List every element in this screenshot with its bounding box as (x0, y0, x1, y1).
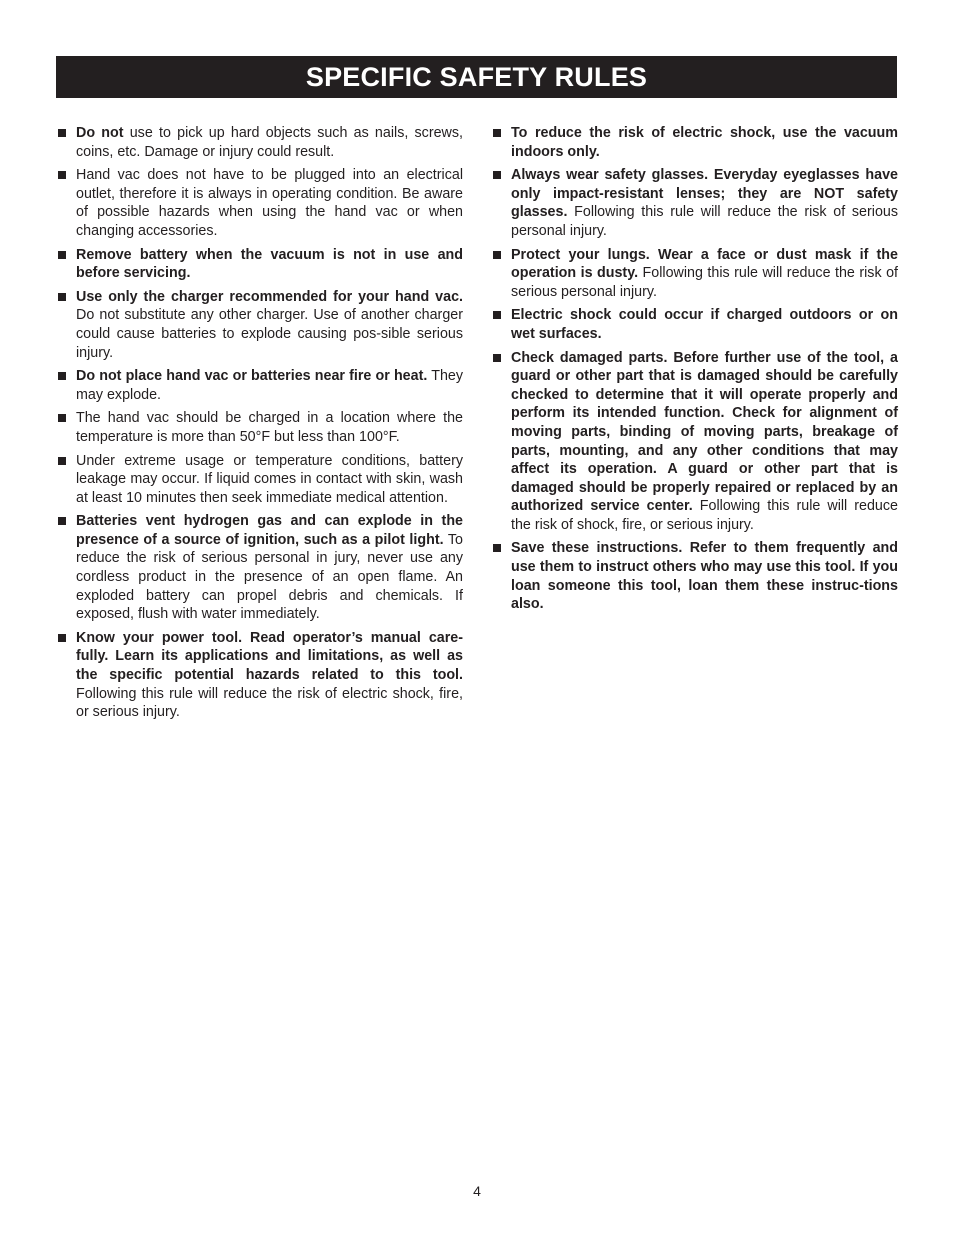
page-number: 4 (473, 1183, 481, 1199)
square-bullet-icon (58, 414, 66, 422)
rule-item: To reduce the risk of electric shock, use the vacuum indoors only. (491, 124, 898, 161)
square-bullet-icon (493, 544, 501, 552)
square-bullet-icon (493, 354, 501, 362)
square-bullet-icon (493, 129, 501, 137)
rule-item: Do not use to pick up hard objects such as nails, screws, coins, etc. Damage or injury could result. (56, 124, 463, 161)
square-bullet-icon (493, 311, 501, 319)
left-column (56, 124, 463, 727)
rule-item: Batteries vent hydrogen gas and can explode in the presence of a source of ignition, such as a pilot light. To reduce the risk of serious personal in jury, never use any cordless product in the presence of an open flame. An exploded battery can propel debris and chemicals. If exposed, flush with water immediately. (56, 512, 463, 624)
square-bullet-icon (58, 517, 66, 525)
rule-item: Remove battery when the vacuum is not in use and before servicing. (56, 246, 463, 283)
square-bullet-icon (58, 129, 66, 137)
rule-item: Always wear safety glasses. Everyday eyeglasses have only impact-resistant lenses; they are NOT safety glasses. Following this rule will reduce the risk of serious personal injury. (491, 166, 898, 240)
square-bullet-icon (58, 457, 66, 465)
rule-item: Know your power tool. Read operator’s manual care-fully. Learn its applications and limitations, as well as the specific potential hazards related to this tool. Following this rule will reduce the risk of electric shock, fire, or serious injury. (56, 629, 463, 722)
left-rules-list (56, 124, 463, 722)
rule-item: Use only the charger recommended for your hand vac. Do not substitute any other charger. Use of another charger could cause batteries to explode causing pos-sible serious injury. (56, 288, 463, 362)
rule-item: The hand vac should be charged in a location where the temperature is more than 50°F but less than 100°F. (56, 409, 463, 446)
square-bullet-icon (58, 171, 66, 179)
square-bullet-icon (58, 372, 66, 380)
page-title: SPECIFIC SAFETY RULES (305, 61, 648, 92)
rule-item: Hand vac does not have to be plugged into an electrical outlet, therefore it is always in operating condition. Be aware of possible hazards when using the hand vac or when changing accessories. (56, 166, 463, 240)
square-bullet-icon (58, 251, 66, 259)
square-bullet-icon (493, 171, 501, 179)
right-rules-list (491, 124, 898, 614)
rule-item: Under extreme usage or temperature conditions, battery leakage may occur. If liquid comes in contact with skin, wash at least 10 minutes then seek immediate medical attention. (56, 452, 463, 508)
square-bullet-icon (58, 634, 66, 642)
square-bullet-icon (58, 293, 66, 301)
rule-item: Check damaged parts. Before further use of the tool, a guard or other part that is damaged should be carefully checked to determine that it will operate properly and perform its intended function. Check for alignment of moving parts, binding of moving parts, breakage of parts, mounting, and any other conditions that may affect its operation. A guard or other part that is damaged should be properly repaired or replaced by an authorized service center. Following this rule will reduce the risk of shock, fire, or serious injury. (491, 349, 898, 535)
rule-item: Protect your lungs. Wear a face or dust mask if the operation is dusty. Following this rule will reduce the risk of serious personal injury. (491, 246, 898, 302)
rule-item: Save these instructions. Refer to them frequently and use them to instruct others who may use this tool. If you loan someone this tool, loan them these instruc-tions also. (491, 539, 898, 613)
right-column (491, 124, 898, 619)
square-bullet-icon (493, 251, 501, 259)
rule-item: Electric shock could occur if charged outdoors or on wet surfaces. (491, 306, 898, 343)
section-title-bar (56, 56, 897, 98)
rule-item: Do not place hand vac or batteries near fire or heat. They may explode. (56, 367, 463, 404)
